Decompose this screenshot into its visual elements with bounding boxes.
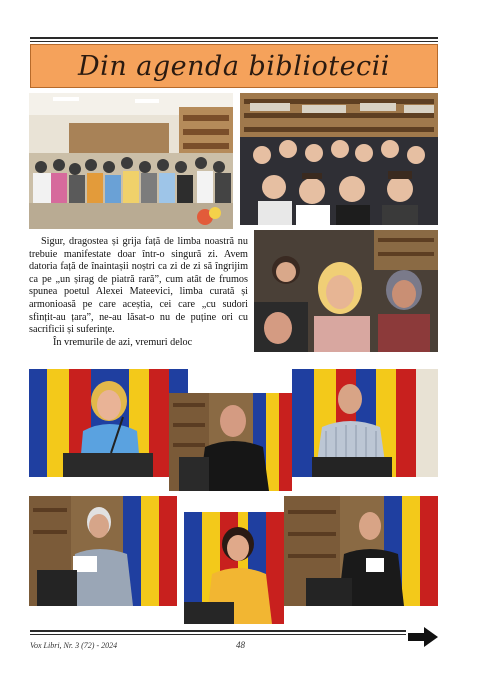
photo-speaker-man-striped [292,369,438,477]
photo-audience-closeup [240,93,438,225]
photo-speaker-woman-yellow [184,512,284,624]
photo-audience-women [254,230,438,352]
article-paragraph: În vremurile de azi, vremuri deloc [53,336,193,348]
article-paragraph: Sigur, dragostea și grija față de limba noastră nu trebuie manifestate doar într-o singură zi. Avem datoria față de înaintașii noștri ca zi de zi să îngrijim ca pe „un șirag de piatră rară”, cum atât de frumos spunea poetul Alexei Mateevici, limba curată și armonioasă pe care aceștia, cei care „cu sudori sfințit-au țara”, ne-au lăsat-o nu de puține ori cu sacrificii și suferințe. [29,236,248,336]
photo-speaker-man-grey [29,496,177,606]
journal-citation: Vox Libri, Nr. 3 (72) - 2024 [30,641,118,650]
section-title: Din agenda bibliotecii [78,50,390,82]
footer-rule-thin [30,634,406,635]
section-banner [30,44,438,88]
header-rule-top [30,37,438,39]
photo-speaker-man-paper [284,496,438,606]
photo-audience-hall [29,93,233,229]
header-rule-thin [30,41,438,42]
photo-speaker-woman-blue [29,369,188,477]
article-text [29,236,248,349]
photo-speaker-man-black [169,393,292,491]
page-number: 48 [236,640,245,650]
arrow-right-icon[interactable] [408,627,438,647]
footer-rule [30,630,406,632]
